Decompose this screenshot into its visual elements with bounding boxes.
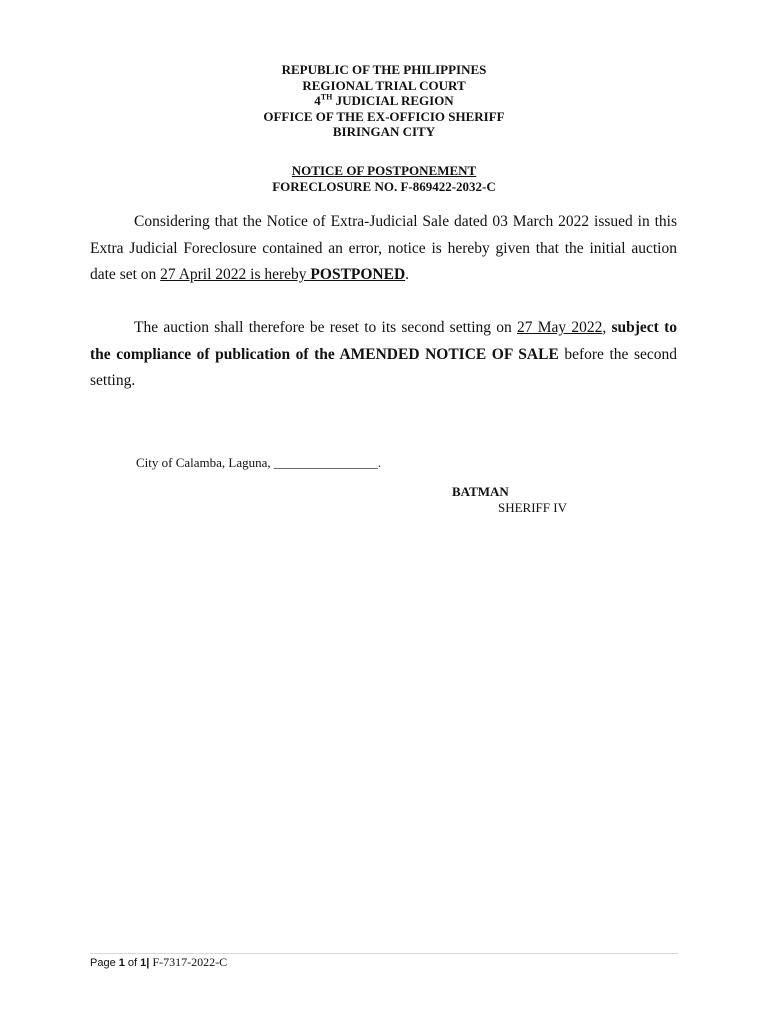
reset-date: 27 May 2022 <box>516 319 603 336</box>
postponed-date: 27 April 2022 is hereby POSTPONED <box>160 266 406 283</box>
header-office: OFFICE OF THE EX-OFFICIO SHERIFF <box>263 108 505 124</box>
notice-title: NOTICE OF POSTPONEMENT <box>291 163 477 178</box>
signatory-name: BATMAN <box>452 484 509 499</box>
header-court: REGIONAL TRIAL COURT <box>302 77 466 93</box>
header-republic: REPUBLIC OF THE PHILIPPINES <box>281 62 487 77</box>
paragraph-postponement: Considering that the Notice of Extra-Judicial Sale dated 03 March 2022 issued in this Extra Judicial Foreclosure contained an error, notice is hereby given that the initial auction date set on 27 April 2022 is hereby POSTPONED. <box>90 213 677 283</box>
signatory-title: SHERIFF IV <box>498 500 567 515</box>
paragraph-reset: The auction shall therefore be reset to its second setting on 27 May 2022, subject to the compliance of publication of the AMENDED NOTICE OF SALE before the second setting. <box>90 319 677 389</box>
footer-divider <box>90 953 678 954</box>
court-header <box>0 62 768 140</box>
header-city: BIRINGAN CITY <box>332 124 436 139</box>
place-date-line: City of Calamba, Laguna, ________________. <box>136 455 382 470</box>
header-region: 4TH JUDICIAL REGION <box>314 92 454 108</box>
foreclosure-number: FORECLOSURE NO. F-869422-2032-C <box>272 178 496 194</box>
compliance-clause: subject to the compliance of publication of the AMENDED NOTICE OF SALE <box>90 319 677 363</box>
notice-heading <box>0 163 768 194</box>
page-footer: Page 1 of 1| F-7317-2022-C <box>90 955 228 969</box>
footer-case-number: F-7317-2022-C <box>152 955 228 969</box>
